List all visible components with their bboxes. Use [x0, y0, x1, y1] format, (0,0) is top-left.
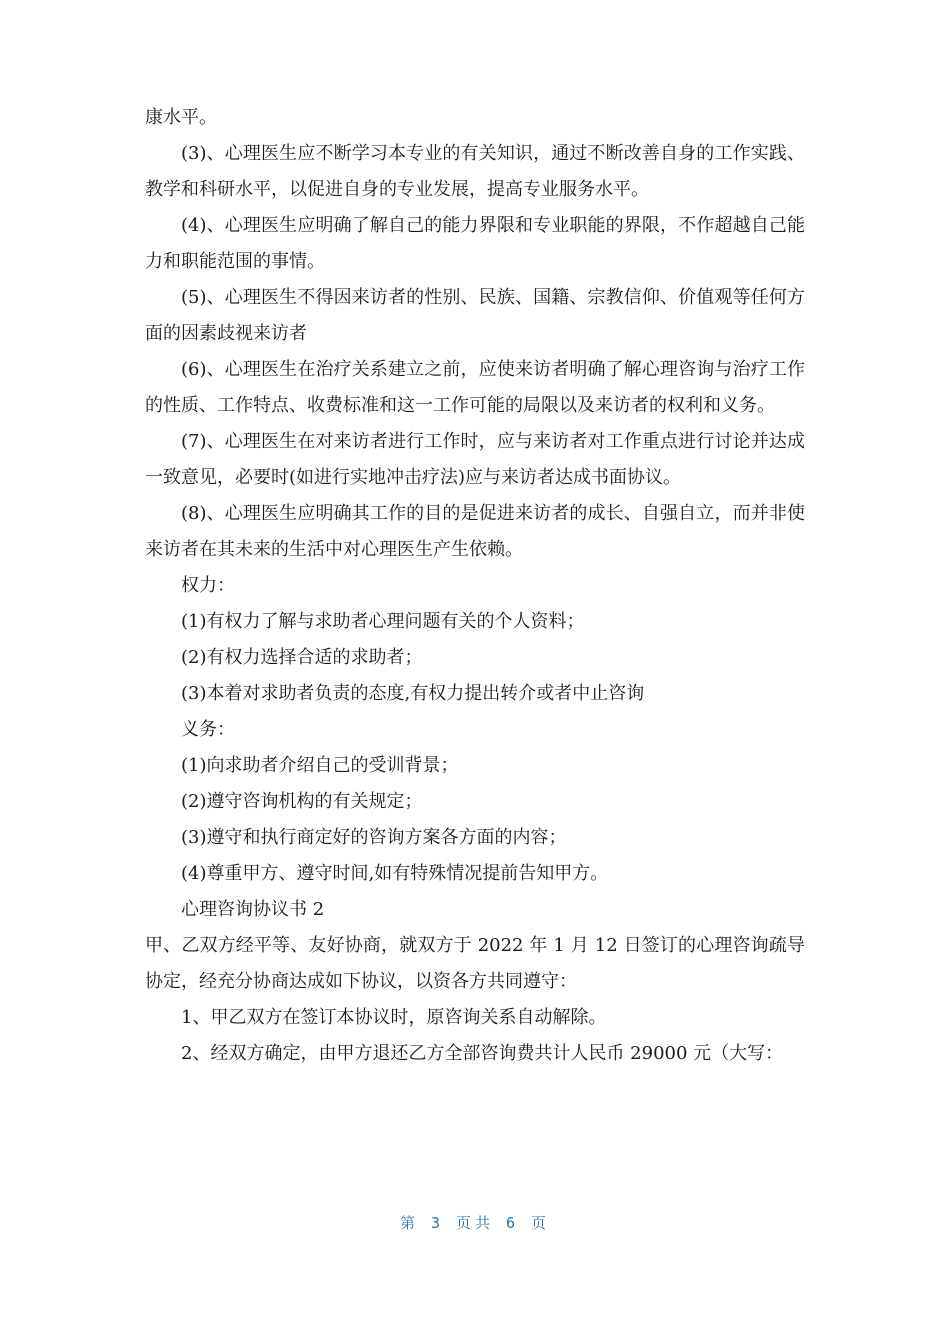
clause-item: 1、甲乙双方在签订本协议时，原咨询关系自动解除。	[181, 1007, 607, 1028]
paragraph: (6)、心理医生在治疗关系建立之前，应使来访者明确了解心理咨询与治疗工作的性质、工作特点、收费标准和这一工作可能的局限以及来访者的权利和义务。	[145, 359, 805, 416]
list-item: (2)遵守咨询机构的有关规定；	[181, 791, 423, 812]
paragraph: 甲、乙双方经平等、友好协商，就双方于 2022 年 1 月 12 日签订的心理咨询疏导协定，经充分协商达成如下协议，以资各方共同遵守：	[145, 935, 805, 992]
paragraph: (3)、心理医生应不断学习本专业的有关知识，通过不断改善自身的工作实践、教学和科研水平，以促进自身的专业发展，提高专业服务水平。	[145, 143, 805, 200]
list-item: (3)本着对求助者负责的态度,有权力提出转介或者中止咨询	[181, 683, 645, 704]
list-item: (1)向求助者介绍自己的受训背景；	[181, 755, 459, 776]
paragraph: (8)、心理医生应明确其工作的目的是促进来访者的成长、自强自立，而并非使来访者在其未来的生活中对心理医生产生依赖。	[145, 503, 805, 560]
footer-current-page: 3	[430, 1214, 444, 1232]
paragraph: 康水平。	[145, 107, 217, 128]
list-item: (2)有权力选择合适的求助者；	[181, 647, 423, 668]
paragraph: (7)、心理医生在对来访者进行工作时，应与来访者对工作重点进行讨论并达成一致意见，必要时(如进行实地冲击疗法)应与来访者达成书面协议。	[145, 431, 805, 488]
paragraph: (4)、心理医生应明确了解自己的能力界限和专业职能的界限，不作超越自己能力和职能范围的事情。	[145, 215, 805, 272]
paragraph: (5)、心理医生不得因来访者的性别、民族、国籍、宗教信仰、价值观等任何方面的因素歧视来访者	[145, 287, 805, 344]
list-item: (1)有权力了解与求助者心理问题有关的个人资料；	[181, 611, 585, 632]
footer-total-pages: 6	[506, 1214, 520, 1232]
list-item: (4)尊重甲方、遵守时间,如有特殊情况提前告知甲方。	[181, 863, 609, 884]
list-item: (3)遵守和执行商定好的咨询方案各方面的内容；	[181, 827, 567, 848]
section-title-agreement-2: 心理咨询协议书 2	[181, 899, 325, 920]
clause-item: 2、经双方确定，由甲方退还乙方全部咨询费共计人民币 29000 元（大写：	[181, 1043, 784, 1064]
section-heading-rights: 权力：	[181, 575, 235, 596]
footer-middle: 页共	[455, 1214, 494, 1232]
page-footer	[0, 1212, 950, 1233]
footer-suffix: 页	[531, 1214, 551, 1232]
document-body	[145, 100, 805, 1072]
section-heading-duties: 义务：	[181, 719, 235, 740]
footer-prefix: 第	[399, 1214, 419, 1232]
